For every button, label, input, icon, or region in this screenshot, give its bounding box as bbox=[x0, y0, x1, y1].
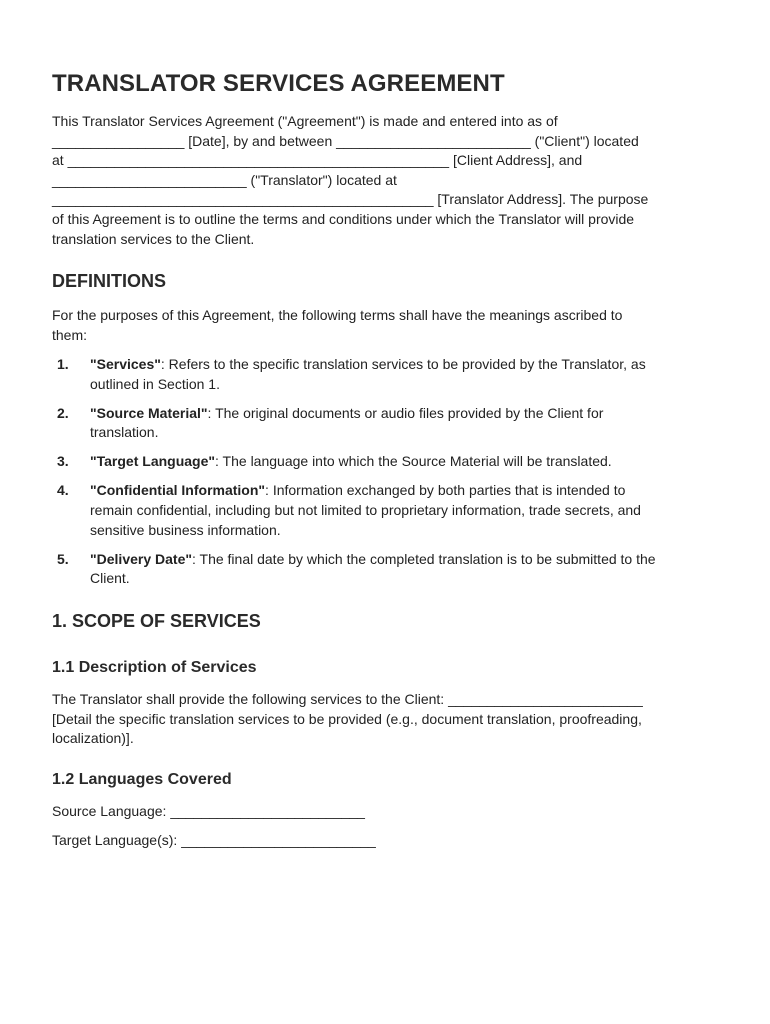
services-line: [Detail the specific translation services to be provided (e.g., document translation, proofreading, bbox=[52, 710, 642, 727]
definition-number: 1. bbox=[57, 356, 69, 372]
source-language-line bbox=[52, 802, 722, 822]
definition-text: : The language into which the Source Material will be translated. bbox=[215, 453, 612, 470]
definitions-intro-line: For the purposes of this Agreement, the following terms shall have the meanings ascribed to bbox=[52, 307, 623, 323]
document-title: TRANSLATOR SERVICES AGREEMENT bbox=[52, 70, 505, 97]
definition-number: 3. bbox=[57, 453, 69, 470]
intro-line: _________________________________________________ [Translator Address]. The purpose bbox=[52, 191, 649, 208]
definition-text: : Information exchanged by both parties that is intended to bbox=[265, 482, 626, 499]
target-language-field: Target Language(s): _________________________ bbox=[52, 832, 376, 848]
definition-text: translation. bbox=[90, 424, 159, 441]
definition-term: "Confidential Information" bbox=[90, 482, 266, 499]
definition-item bbox=[52, 355, 722, 394]
definition-term: "Target Language" bbox=[90, 453, 216, 470]
target-language-line bbox=[52, 831, 722, 851]
definitions-heading: DEFINITIONS bbox=[52, 271, 167, 291]
definition-term: "Source Material" bbox=[90, 404, 208, 421]
services-line: The Translator shall provide the following services to the Client: _________________________ bbox=[52, 691, 643, 707]
definition-item bbox=[52, 452, 722, 472]
definition-text: outlined in Section 1. bbox=[90, 375, 220, 392]
definitions-intro-line: them: bbox=[52, 326, 88, 343]
intro-line: at _________________________________________________ [Client Address], and bbox=[52, 152, 583, 169]
definition-text: remain confidential, including but not limited to proprietary information, trade secrets, and bbox=[90, 502, 641, 519]
languages-covered-heading: 1.2 Languages Covered bbox=[52, 771, 232, 788]
definition-text: : The final date by which the completed translation is to be submitted to the bbox=[192, 550, 656, 567]
intro-line: _________________ [Date], by and between _________________________ ("Client") located bbox=[52, 132, 639, 149]
definition-item bbox=[52, 481, 722, 540]
services-line: localization)]. bbox=[52, 730, 134, 747]
definition-item bbox=[52, 404, 722, 443]
definition-text: sensitive business information. bbox=[90, 521, 281, 538]
source-language-field: Source Language: _________________________ bbox=[52, 803, 365, 819]
intro-line: This Translator Services Agreement ("Agreement") is made and entered into as of bbox=[52, 113, 558, 129]
definition-item bbox=[52, 550, 722, 589]
intro-line: of this Agreement is to outline the terms and conditions under which the Translator will provide bbox=[52, 210, 635, 227]
intro-line: translation services to the Client. bbox=[52, 230, 255, 247]
definition-number: 5. bbox=[57, 550, 69, 567]
definitions-intro bbox=[52, 306, 722, 345]
definitions-list bbox=[52, 355, 722, 598]
intro-line: _________________________ ("Translator") located at bbox=[52, 171, 397, 188]
definition-text: : Refers to the specific translation services to be provided by the Translator, as bbox=[160, 356, 646, 372]
definition-text: Client. bbox=[90, 570, 130, 587]
scope-heading: 1. SCOPE OF SERVICES bbox=[52, 611, 261, 631]
definition-term: "Services" bbox=[90, 356, 161, 372]
description-of-services-paragraph bbox=[52, 690, 722, 749]
definition-number: 2. bbox=[57, 404, 69, 421]
definition-term: "Delivery Date" bbox=[90, 550, 192, 567]
description-of-services-heading: 1.1 Description of Services bbox=[52, 659, 257, 676]
definition-text: : The original documents or audio files provided by the Client for bbox=[207, 404, 604, 421]
intro-paragraph bbox=[52, 112, 722, 249]
definition-number: 4. bbox=[57, 482, 69, 499]
